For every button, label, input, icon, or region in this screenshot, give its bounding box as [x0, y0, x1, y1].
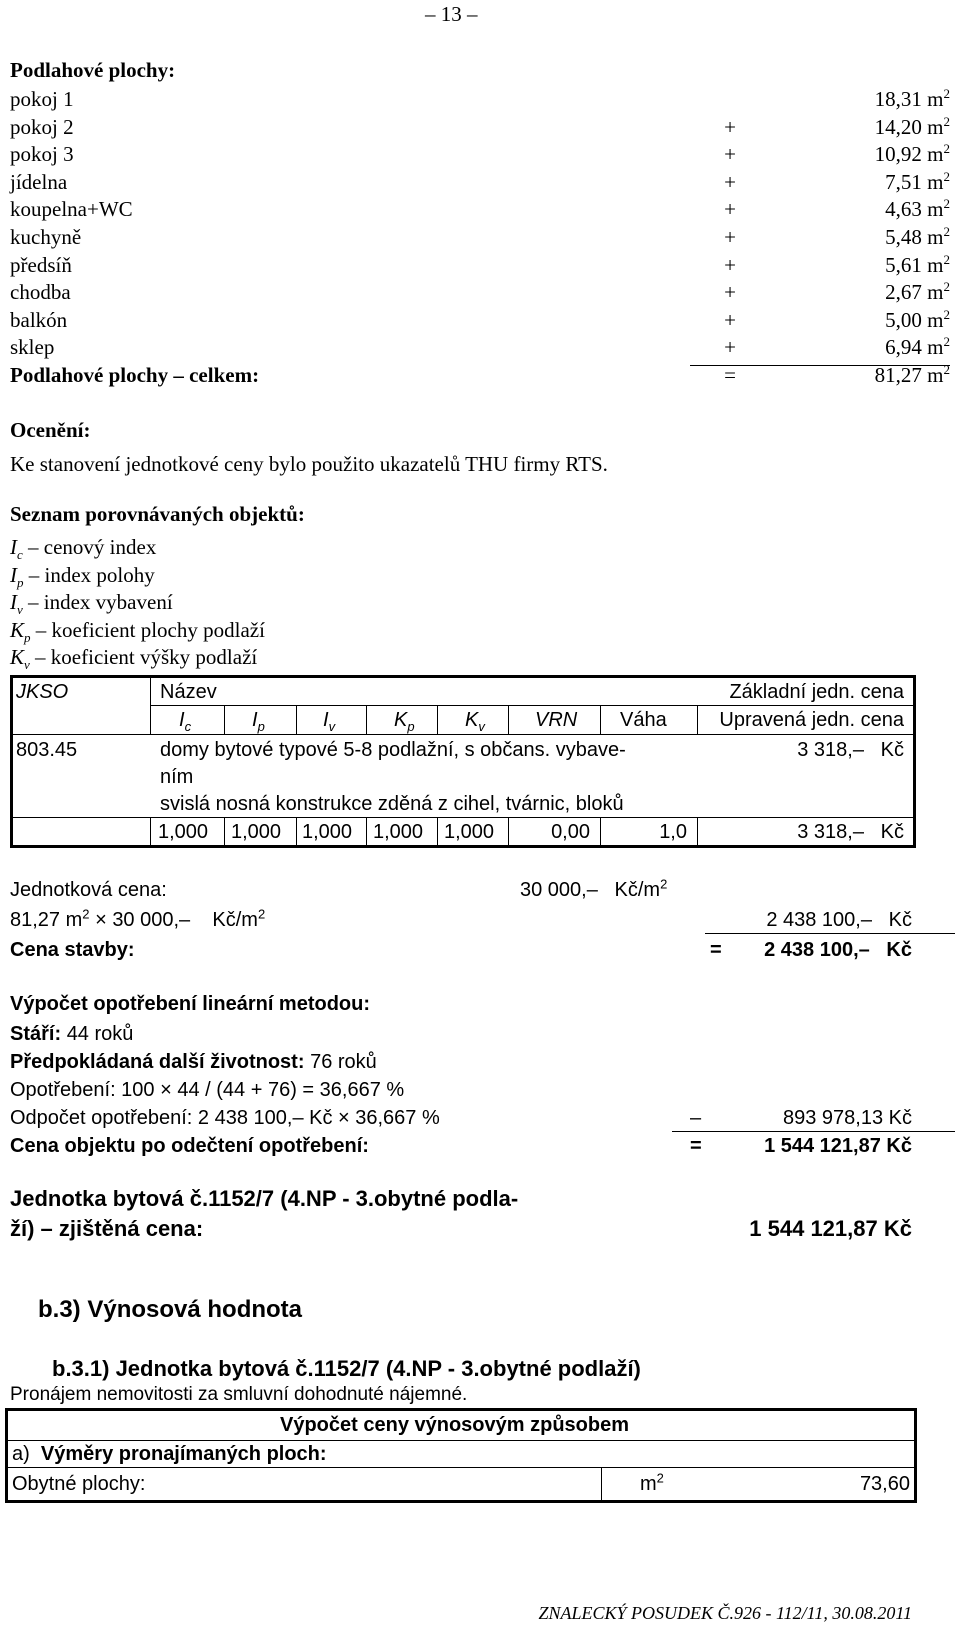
index-value: 1,000 [444, 821, 495, 843]
depreciation-sum-rule [672, 1131, 955, 1132]
floor-areas-total-row [10, 363, 950, 391]
legend-item [10, 590, 173, 618]
legend-symbol: $K_p$ [10, 617, 31, 645]
price-calculation: 81,27 $m^2 \times 30$ 000,– $Kč/m^2$ [10, 906, 266, 931]
jkso-code: 803.45 [16, 739, 78, 761]
legend-desc: – cenový index [28, 535, 157, 559]
unit-price-value: 30 000,– $Kč/m^2$ [520, 876, 668, 901]
index-header: $K_v$ [465, 709, 485, 734]
adj-price: 3 318,– Kč [797, 821, 904, 843]
room-op: + [724, 280, 736, 305]
subsection-heading: b.3.1) Jednotka bytová č.1152/7 (4.NP - 3.obytné podlaží) [52, 1356, 641, 1381]
legend-desc: – koeficient výšky podlaží [35, 645, 258, 670]
legend-item [10, 618, 265, 643]
room-op: + [724, 197, 736, 222]
index-value: 1,000 [158, 821, 209, 843]
object-name-line2: ním [160, 766, 194, 788]
legend-item [10, 563, 155, 588]
floor-areas-total-label: Podlahové plochy – celkem: [10, 363, 260, 387]
room-op: + [724, 252, 736, 277]
depreciation-formula: Opotřebení: 100 × 44 / (44 + 76) = 36,667 % [10, 1079, 405, 1101]
vaha-value: 1,0 [659, 821, 687, 843]
legend-symbol: $K_v$ [10, 645, 30, 673]
price-calculation-result: 2 438 100,– Kč [766, 909, 912, 931]
floor-area-row [10, 142, 950, 170]
room-op: + [724, 142, 736, 167]
nazev-header: Název [160, 681, 217, 703]
index-header: $I_p$ [252, 709, 265, 734]
index-header: $I_v$ [323, 709, 336, 734]
net-price-op: = [690, 1135, 702, 1157]
legend-item [10, 645, 258, 673]
legend-symbol: $I_v$ [10, 590, 23, 618]
room-op: + [724, 335, 736, 360]
legend-desc: – index polohy [28, 562, 155, 587]
floor-areas-heading: Podlahové plochy: [10, 58, 176, 82]
living-area-unit: $m^2$ [640, 1470, 664, 1495]
unit-result-value: 1 544 121,87 Kč [749, 1216, 912, 1241]
rent-intro: Pronájem nemovitosti za smluvní dohodnuté nájemné. [10, 1384, 468, 1405]
age: Stáří: 44 roků [10, 1023, 134, 1045]
floor-area-row [10, 87, 950, 115]
depreciation-deduction-value: 893 978,13 Kč [782, 1107, 912, 1129]
legend-desc: – index vybavení [28, 590, 173, 615]
object-construction: svislá nosná konstrukce zděná z cihel, tvárnic, bloků [160, 793, 624, 815]
floor-area-row [10, 308, 950, 336]
room-area: 6,94 $m^2$ [885, 334, 950, 360]
room-op: + [724, 114, 736, 139]
room-area: 5,00 $m^2$ [885, 306, 950, 332]
section-heading: b.3) Výnosová hodnota [38, 1296, 303, 1323]
vrn-value: 0,00 [551, 821, 590, 843]
object-name-line1: domy bytové typové 5-8 podlažní, s občans. vybave- [160, 739, 626, 761]
room-name: sklep [10, 335, 55, 360]
floor-area-row [10, 253, 950, 281]
room-name: předsíň [10, 252, 72, 277]
legend-symbol: $I_p$ [10, 562, 24, 590]
floor-areas-total-op: = [724, 363, 736, 387]
room-name: pokoj 2 [10, 114, 74, 139]
room-op: + [724, 307, 736, 332]
floor-area-row [10, 225, 950, 253]
unit-price-label: Jednotková cena: [10, 879, 167, 901]
room-name: pokoj 1 [10, 87, 74, 111]
price-sum-rule [705, 933, 955, 934]
room-area: 7,51 $m^2$ [885, 168, 950, 194]
adj-price-header: Upravená jedn. cena [719, 709, 904, 731]
floor-area-row [10, 115, 950, 143]
room-name: pokoj 3 [10, 142, 74, 167]
room-area: 10,92 $m^2$ [874, 141, 950, 167]
building-price-value: 2 438 100,– Kč [764, 939, 912, 961]
floor-areas-total-value: 81,27 $m^2$ [874, 362, 950, 387]
room-name: jídelna [10, 169, 68, 194]
row-a: a) Výměry pronajímaných ploch: [12, 1443, 327, 1465]
building-price-label: Cena stavby: [10, 939, 135, 961]
base-price: 3 318,– Kč [797, 739, 904, 761]
room-name: balkón [10, 307, 68, 332]
living-area-value: 73,60 [859, 1473, 910, 1495]
unit-result-line2: ží) – zjištěná cena: [10, 1216, 204, 1241]
jkso-header: JKSO [16, 681, 69, 703]
floor-area-row [10, 197, 950, 225]
index-value: 1,000 [302, 821, 353, 843]
net-price-value: 1 544 121,87 Kč [764, 1135, 912, 1157]
index-header: $K_p$ [394, 709, 415, 734]
index-header: $I_c$ [179, 709, 192, 734]
vaha-header: Váha [620, 709, 667, 731]
building-price-op: = [710, 939, 722, 961]
room-op: + [724, 225, 736, 249]
vrn-header: VRN [535, 709, 578, 731]
room-name: chodba [10, 280, 71, 305]
legend-desc: – koeficient plochy podlaží [35, 617, 265, 642]
page-number: – 13 – [425, 2, 478, 26]
room-name: kuchyně [10, 225, 82, 249]
comparison-heading: Seznam porovnávaných objektů: [10, 502, 305, 526]
legend-item [10, 535, 157, 563]
unit-result-line1: Jednotka bytová č.1152/7 (4.NP - 3.obytné podla- [10, 1186, 519, 1211]
living-area-label: Obytné plochy: [12, 1473, 146, 1495]
room-area: 5,48 $m^2$ [885, 224, 950, 249]
room-area: 5,61 $m^2$ [885, 251, 950, 277]
base-price-header: Základní jedn. cena [729, 681, 904, 703]
room-area: 2,67 $m^2$ [885, 279, 950, 305]
footer: ZNALECKÝ POSUDEK Č.926 - 112/11, 30.08.2011 [538, 1603, 912, 1623]
room-area: 4,63 $m^2$ [885, 196, 950, 222]
legend-symbol: $I_c$ [10, 535, 23, 563]
net-price-label: Cena objektu po odečtení opotřebení: [10, 1135, 369, 1157]
depreciation-heading: Výpočet opotřebení lineární metodou: [10, 993, 371, 1015]
room-area: 14,20 $m^2$ [874, 113, 950, 139]
remaining-life: Předpokládaná další životnost: 76 roků [10, 1051, 377, 1073]
income-table-title: Výpočet ceny výnosovým způsobem [280, 1414, 630, 1436]
floor-area-row [10, 335, 950, 363]
floor-area-row [10, 280, 950, 308]
room-name: koupelna+WC [10, 197, 133, 222]
room-area: 18,31 $m^2$ [874, 86, 950, 111]
depreciation-deduction: Odpočet opotřebení: 2 438 100,– Kč × 36,667 % [10, 1107, 440, 1129]
valuation-text: Ke stanovení jednotkové ceny bylo použito ukazatelů THU firmy RTS. [10, 452, 608, 476]
valuation-heading: Ocenění: [10, 418, 91, 442]
index-value: 1,000 [231, 821, 282, 843]
depreciation-deduction-op: – [690, 1107, 702, 1129]
room-op: + [724, 169, 736, 194]
index-value: 1,000 [373, 821, 424, 843]
floor-area-row [10, 170, 950, 198]
